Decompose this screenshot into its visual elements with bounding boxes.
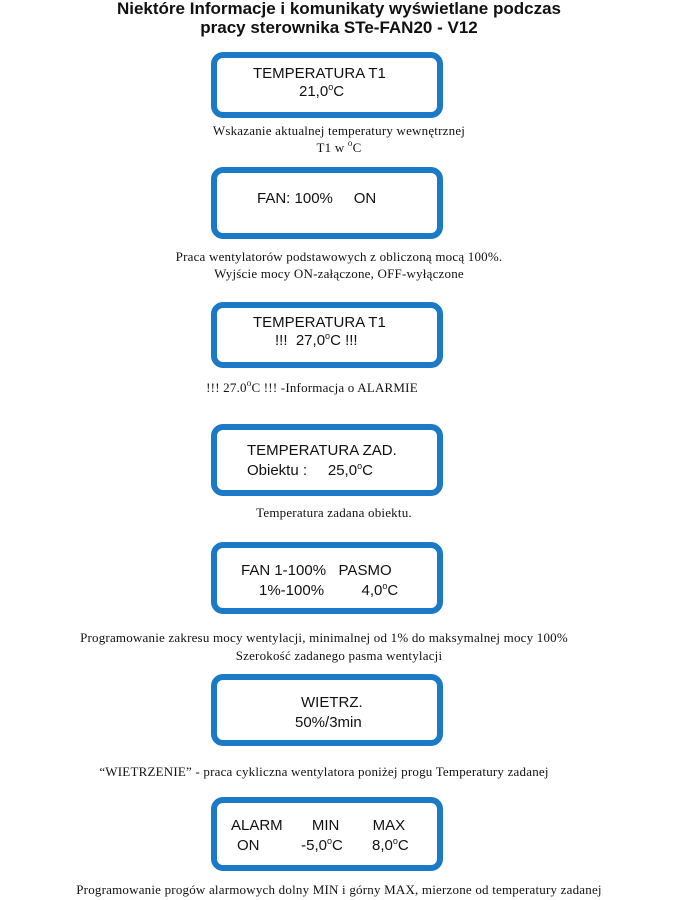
page-title-line-2: pracy sterownika STe-FAN20 - V12 — [200, 18, 478, 37]
caption-set-temperature: Temperatura zadana obiektu. — [256, 505, 412, 520]
lcd-line-2: 1%-100% 4,0$^o$C — [259, 581, 399, 599]
page-title-line-1: Niektóre Informacje i komunikaty wyświetlane podczas — [116, 0, 562, 18]
lcd-screen-temperature-t1 — [211, 52, 443, 118]
lcd-screen-fan — [211, 167, 443, 239]
lcd-line-2: 50%/3min — [295, 714, 362, 731]
caption-current-temperature: Wskazanie aktualnej temperatury wewnętrznej — [212, 123, 466, 138]
lcd-line-2: !!! 27,0$^o$C !!! — [275, 331, 358, 349]
caption-alarm-info: !!! 27.0$^o$C !!! -Informacja o ALARMIE — [206, 378, 418, 395]
lcd-line-1: TEMPERATURA ZAD. — [247, 442, 397, 459]
caption-fan-output: Wyjście mocy ON-załączone, OFF-wyłączone — [214, 266, 464, 281]
lcd-screen-fan-range — [211, 542, 443, 614]
caption-ventilation: “WIETRZENIE” - praca cykliczna wentylatora poniżej progu Temperatury zadanej — [99, 764, 549, 779]
lcd-line-1: FAN: 100% ON — [257, 190, 377, 207]
lcd-line-2: 21,0$^o$C — [299, 82, 345, 100]
caption-alarm-thresholds: Programowanie progów alarmowych dolny MIN i górny MAX, mierzone od temperatury zadanej — [76, 882, 602, 897]
caption-fan-band: Szerokość zadanego pasma wentylacji — [235, 648, 443, 663]
caption-fan-work: Praca wentylatorów podstawowych z obliczoną mocą 100%. — [175, 249, 503, 264]
caption-current-temperature-unit: T1 w $^o$C — [316, 138, 362, 155]
lcd-screen-alarm-temperature — [211, 302, 443, 368]
lcd-line-2: ON -5,0$^o$C 8,0$^o$C — [237, 836, 409, 854]
lcd-screen-alarm-thresholds — [211, 797, 443, 871]
lcd-line-1: WIETRZ. — [301, 694, 363, 711]
lcd-line-2: Obiektu : 25,0$^o$C — [247, 461, 373, 479]
lcd-line-1: TEMPERATURA T1 — [253, 314, 386, 331]
lcd-line-1: FAN 1-100% PASMO — [241, 562, 392, 579]
caption-fan-range: Programowanie zakresu mocy wentylacji, minimalnej od 1% do maksymalnej mocy 100% — [80, 630, 568, 645]
lcd-line-1: TEMPERATURA T1 — [253, 65, 386, 82]
lcd-line-1: ALARM MIN MAX — [231, 817, 406, 834]
lcd-screen-ventilation — [211, 674, 443, 746]
lcd-screen-set-temperature — [211, 424, 443, 496]
